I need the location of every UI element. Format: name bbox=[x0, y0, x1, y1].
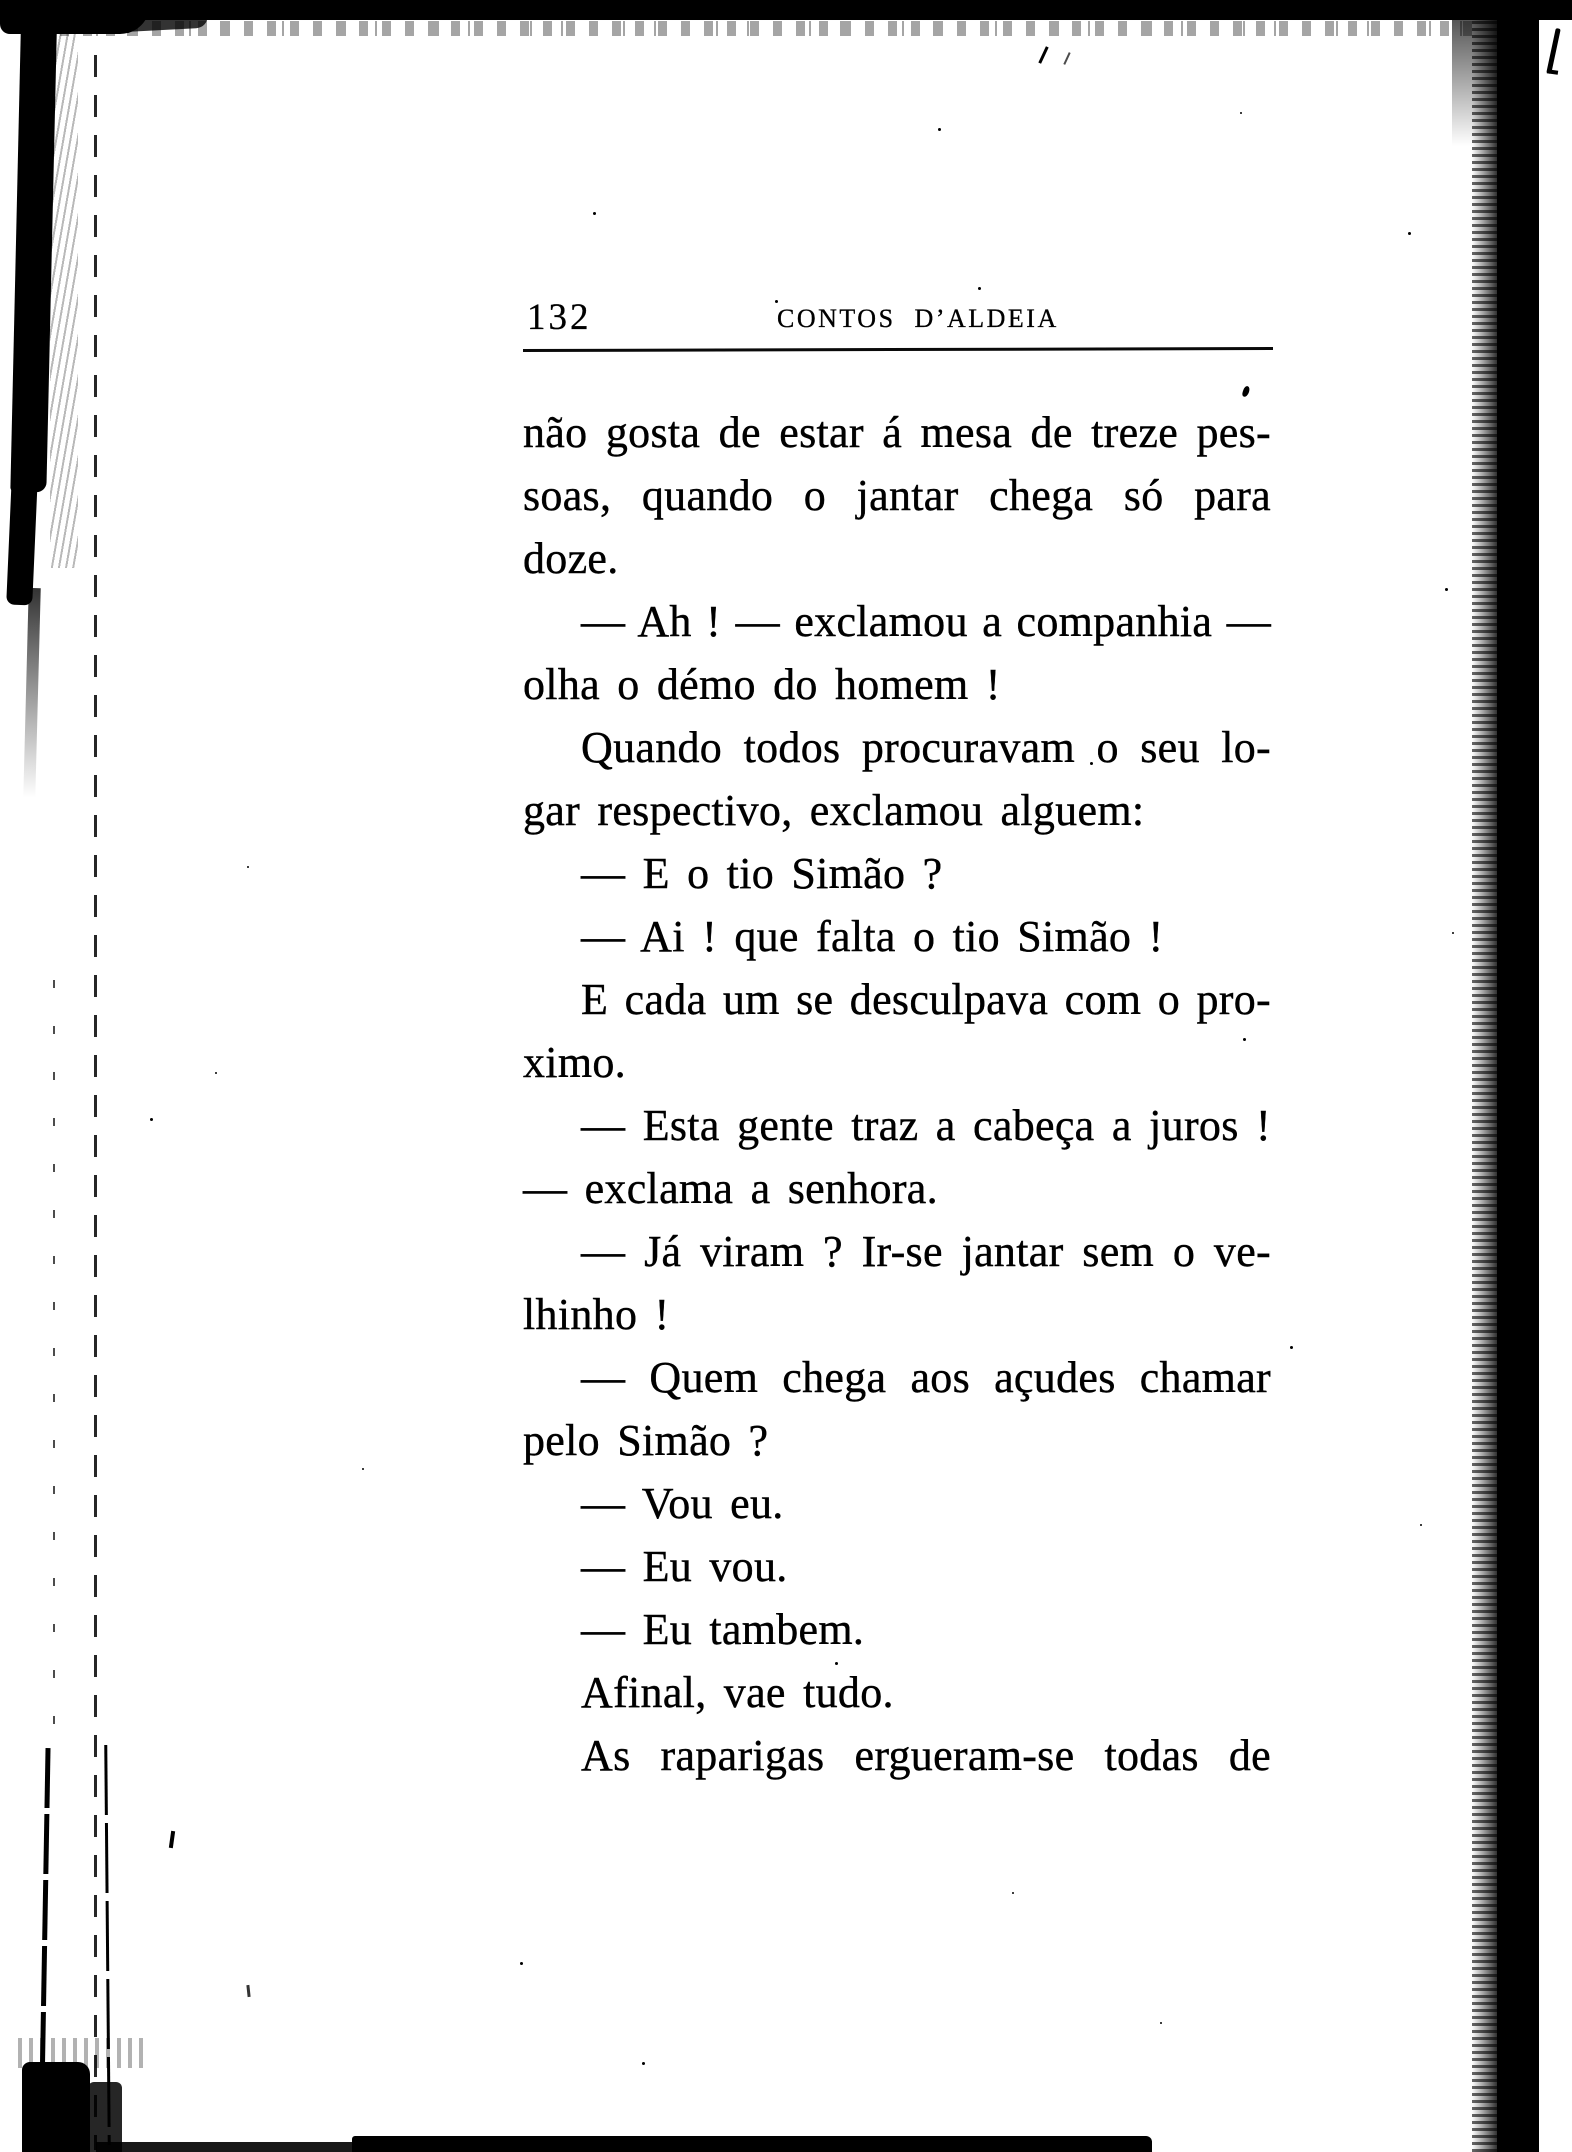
scan-artifact-bottom-bar bbox=[352, 2136, 1152, 2152]
text-line: — Eu tambem. bbox=[581, 1605, 865, 1654]
page-number: 132 bbox=[527, 297, 592, 338]
scan-dot bbox=[362, 1468, 364, 1470]
scan-artifact-corner-mark bbox=[1546, 28, 1560, 74]
text-line: lhinho ! bbox=[523, 1290, 670, 1339]
text-line: não gosta de estar á mesa de treze pes- bbox=[523, 408, 1271, 457]
scan-dot bbox=[593, 212, 596, 215]
scan-artifact-left-noise bbox=[50, 8, 78, 568]
text-line: — Quem chega aos açudes chamar bbox=[581, 1353, 1271, 1402]
scan-artifact-top-speckle bbox=[60, 21, 1480, 36]
scan-artifact-comma-mark bbox=[1241, 385, 1250, 397]
scan-artifact-tick-2 bbox=[246, 1985, 250, 1997]
text-line: Quando todos procuravam o seu lo- bbox=[581, 723, 1271, 772]
scan-artifact-right-band bbox=[1497, 14, 1539, 2152]
scan-dot bbox=[1445, 588, 1448, 591]
scan-dot bbox=[1452, 932, 1454, 934]
scan-dot bbox=[1290, 1346, 1293, 1349]
scan-dot bbox=[938, 128, 941, 131]
text-line: — Esta gente traz a cabeça a juros ! bbox=[581, 1101, 1271, 1150]
scan-artifact-left-band-tail bbox=[23, 588, 40, 798]
scan-dot bbox=[642, 2062, 645, 2065]
scan-artifact-right-band-top bbox=[1452, 16, 1502, 146]
scan-dot bbox=[978, 287, 981, 290]
scan-artifact-gutter-line-dots bbox=[53, 980, 55, 1740]
scan-artifact-bottom-left-blob2 bbox=[88, 2082, 122, 2152]
scan-dot bbox=[1160, 2022, 1162, 2024]
text-line: ximo. bbox=[523, 1038, 626, 1087]
scan-dot bbox=[1420, 1524, 1422, 1526]
scan-artifact-gutter-line bbox=[94, 55, 97, 2150]
scan-artifact-slash bbox=[1038, 46, 1048, 64]
scan-artifact-bottom-left-noise bbox=[18, 2038, 148, 2068]
text-line: As raparigas ergueram-se todas de bbox=[581, 1731, 1271, 1780]
scan-dot bbox=[150, 1118, 153, 1121]
text-line: E cada um se desculpava com o pro- bbox=[581, 975, 1271, 1024]
scan-dot bbox=[215, 1072, 217, 1074]
text-line: — Já viram ? Ir-se jantar sem o ve- bbox=[581, 1227, 1271, 1276]
scan-artifact-slash-2 bbox=[1063, 52, 1070, 65]
scan-dot bbox=[520, 1962, 523, 1965]
header-rule bbox=[523, 347, 1273, 352]
text-line: — Eu vou. bbox=[581, 1542, 788, 1591]
text-line: soas, quando o jantar chega só para bbox=[523, 471, 1271, 520]
running-title: CONTOS D’ALDEIA bbox=[777, 304, 1059, 333]
scan-dot bbox=[775, 300, 778, 303]
scan-artifact-tick bbox=[169, 1831, 175, 1848]
scan-dot bbox=[1408, 232, 1411, 235]
scan-dot bbox=[1240, 112, 1242, 114]
scan-artifact-bottom-bar-left bbox=[96, 2142, 358, 2152]
text-line: — E o tio Simão ? bbox=[581, 849, 943, 898]
scan-artifact-top-edge bbox=[0, 0, 1572, 20]
scan-dot bbox=[1012, 1892, 1014, 1894]
text-line: doze. bbox=[523, 534, 619, 583]
text-line: gar respectivo, exclamou alguem: bbox=[523, 786, 1145, 835]
text-line: olha o démo do homem ! bbox=[523, 660, 1001, 709]
scan-artifact-right-band-fringe bbox=[1472, 14, 1500, 2152]
text-line: — Vou eu. bbox=[581, 1479, 784, 1528]
text-line: — exclama a senhora. bbox=[523, 1164, 938, 1213]
text-line: — Ai ! que falta o tio Simão ! bbox=[581, 912, 1164, 961]
text-line: Afinal, vae tudo. bbox=[581, 1668, 894, 1717]
page-text bbox=[523, 401, 1271, 1787]
text-line: pelo Simão ? bbox=[523, 1416, 769, 1465]
scan-artifact-corner-mark-foot bbox=[1547, 69, 1558, 74]
scan-dot bbox=[247, 866, 249, 868]
text-line: — Ah ! — exclamou a companhia — bbox=[581, 597, 1271, 646]
scan-artifact-bottom-left-blob bbox=[22, 2062, 90, 2152]
